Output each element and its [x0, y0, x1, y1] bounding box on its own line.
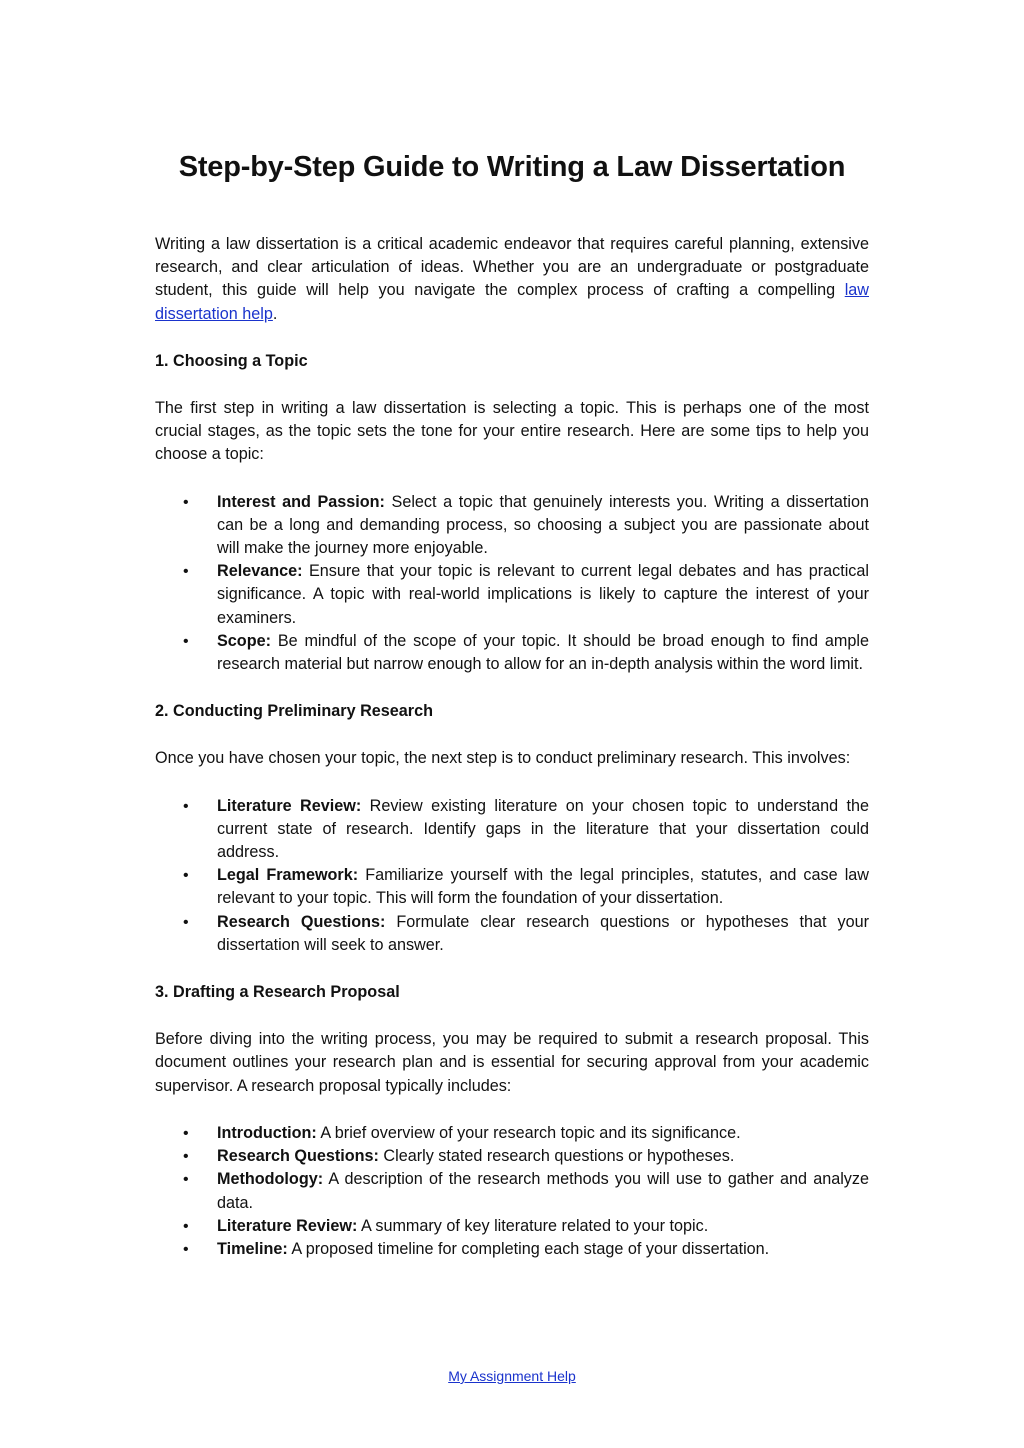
bullet-item — [155, 864, 869, 910]
bullet-text: Formulate clear research questions or hypotheses that your dissertation will seek to answer. — [217, 912, 869, 954]
bullet-icon: • — [183, 493, 189, 511]
sections-container — [155, 350, 869, 1261]
document-page — [155, 148, 869, 1261]
bullet-text: Select a topic that genuinely interests you. Writing a dissertation can be a long and demanding process, so choosing a subject you are passionate about will make the journey more enjoyable. — [217, 492, 870, 558]
law-dissertation-help-link[interactable]: law dissertation help — [155, 281, 869, 323]
document-title: Step-by-Step Guide to Writing a Law Dissertation — [178, 151, 846, 183]
bullet-icon: • — [183, 1240, 189, 1258]
footer-link[interactable]: My Assignment Help — [448, 1368, 576, 1384]
bullet-icon: • — [183, 913, 189, 931]
bullet-item — [155, 630, 869, 676]
bullet-label: Research Questions: — [217, 912, 386, 931]
bullet-item — [155, 1145, 869, 1168]
intro-paragraph — [155, 233, 869, 326]
bullet-text: A summary of key literature related to your topic. — [357, 1216, 709, 1235]
bullet-icon: • — [183, 1148, 189, 1166]
bullet-item — [155, 1168, 869, 1214]
bullet-list — [155, 795, 869, 957]
section-paragraph: Once you have chosen your topic, the next step is to conduct preliminary research. This involves: — [155, 749, 851, 768]
section-paragraph: The first step in writing a law dissertation is selecting a topic. This is perhaps one of the most crucial stages, as the topic sets the tone for your entire research. Here are some tips to help you choose a topic: — [155, 399, 869, 464]
bullet-item — [155, 560, 869, 630]
bullet-item — [155, 1122, 869, 1145]
bullet-text: A description of the research methods you will use to gather and analyze data. — [217, 1170, 869, 1212]
bullet-item — [155, 491, 869, 561]
bullet-icon: • — [183, 1124, 189, 1142]
bullet-label: Scope: — [217, 631, 271, 650]
bullet-item — [155, 1238, 869, 1261]
bullet-text: Ensure that your topic is relevant to current legal debates and has practical significance. A topic with real-world implications is likely to capture the interest of your examiners. — [217, 562, 869, 627]
section-heading: 3. Drafting a Research Proposal — [155, 983, 400, 1002]
bullet-text: Familiarize yourself with the legal principles, statutes, and case law relevant to your topic. This will form the foundation of your dissertation. — [217, 866, 869, 908]
bullet-item — [155, 1215, 869, 1238]
bullet-icon: • — [183, 632, 189, 650]
bullet-icon: • — [183, 1217, 189, 1235]
bullet-text: Clearly stated research questions or hypotheses. — [378, 1147, 735, 1166]
bullet-icon: • — [183, 867, 189, 885]
bullet-label: Introduction: — [217, 1123, 317, 1142]
bullet-list — [155, 1122, 869, 1261]
section-paragraph: Before diving into the writing process, you may be required to submit a research proposal. This document outlines your research plan and is essential for securing approval from your academic supervisor. A research proposal typically includes: — [155, 1030, 869, 1095]
bullet-item — [155, 911, 869, 957]
bullet-label: Interest and Passion: — [217, 492, 385, 511]
bullet-text: Review existing literature on your chosen topic to understand the current state of research. Identify gaps in the literature that your dissertation could address. — [217, 796, 869, 862]
bullet-label: Timeline: — [217, 1239, 288, 1258]
section-heading: 2. Conducting Preliminary Research — [155, 702, 433, 721]
footer — [0, 1367, 1024, 1385]
section-heading: 1. Choosing a Topic — [155, 351, 308, 370]
bullet-label: Relevance: — [217, 562, 303, 581]
bullet-text: Be mindful of the scope of your topic. It should be broad enough to find ample research material but narrow enough to allow for an in-depth analysis within the word limit. — [217, 631, 869, 674]
bullet-label: Methodology: — [217, 1170, 324, 1189]
bullet-label: Legal Framework: — [217, 866, 359, 885]
bullet-label: Literature Review: — [217, 796, 362, 815]
bullet-icon: • — [183, 1171, 189, 1189]
bullet-list — [155, 491, 869, 677]
bullet-label: Research Questions: — [217, 1147, 379, 1166]
bullet-icon: • — [183, 797, 189, 815]
intro-text: Writing a law dissertation is a critical academic endeavor that requires careful planning, extensive research, and clear articulation of ideas. Whether you are an undergraduate or postgraduate student, this guide will help you navigate the complex process of crafting a compelling — [155, 235, 869, 300]
bullet-text: A brief overview of your research topic and its significance. — [316, 1123, 741, 1142]
bullet-text: A proposed timeline for completing each stage of your dissertation. — [287, 1239, 770, 1258]
bullet-label: Literature Review: — [217, 1216, 358, 1235]
bullet-icon: • — [183, 563, 189, 581]
intro-after: . — [272, 304, 278, 323]
bullet-item — [155, 795, 869, 865]
